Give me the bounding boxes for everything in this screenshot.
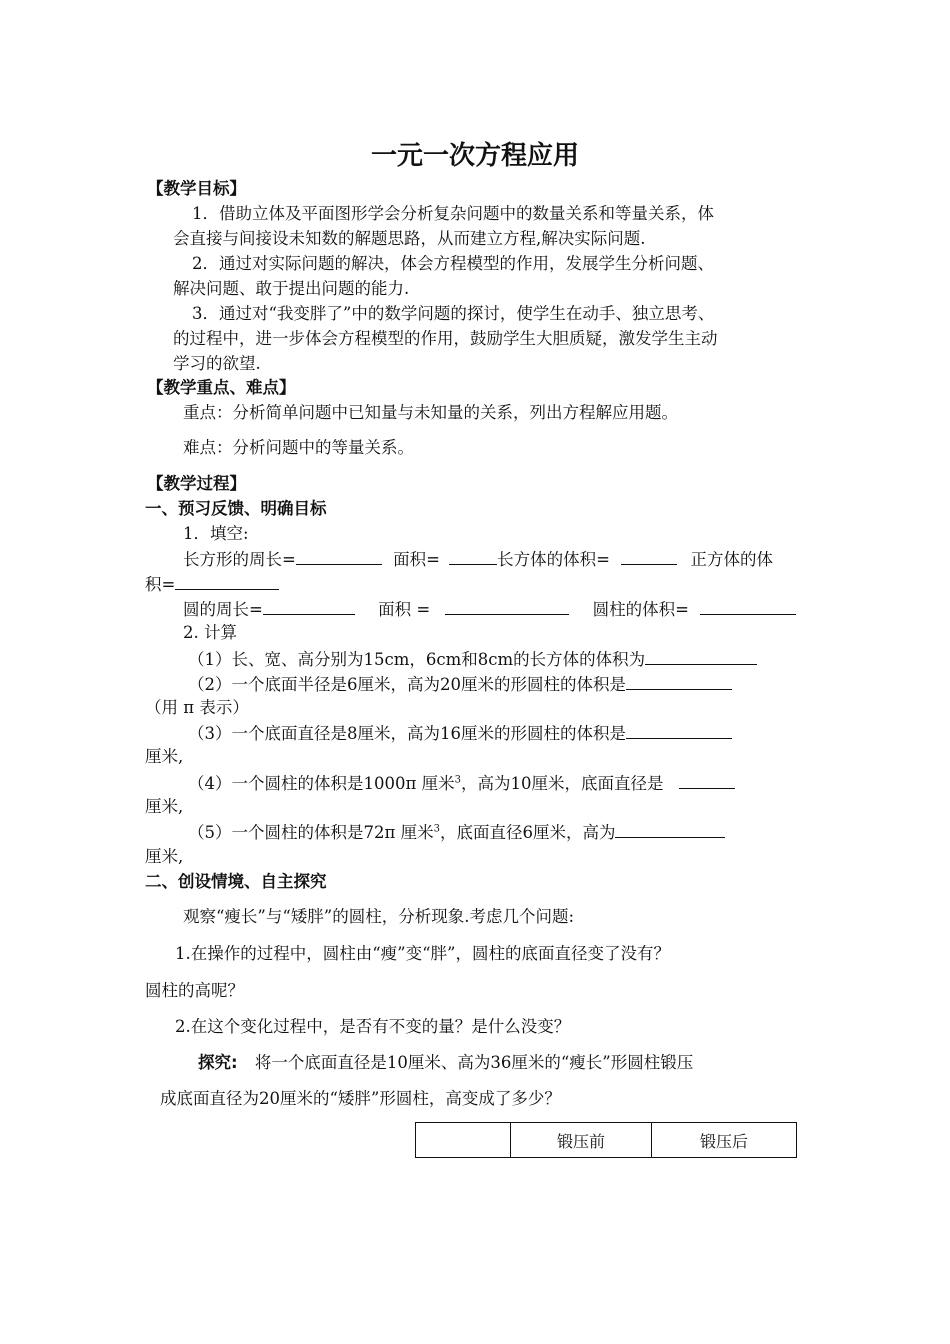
rect-perimeter-label: 长方形的周长= bbox=[183, 550, 296, 569]
explore-line-2: 成底面直径为20厘米的“矮胖”形圆柱，高变成了多少？ bbox=[160, 1089, 561, 1108]
fill-row-2 bbox=[183, 598, 796, 621]
goal-3-line-1: 3．通过对“我变胖了”中的数学问题的探讨，使学生在动手、独立思考、 bbox=[192, 304, 715, 323]
fill-label: 1．填空: bbox=[183, 524, 249, 543]
key-point: 重点：分析简单问题中已知量与未知量的关系，列出方程解应用题。 bbox=[183, 403, 678, 422]
goal-3-line-2: 的过程中，进一步体会方程模型的作用，鼓励学生大胆质疑，激发学生主动 bbox=[173, 329, 718, 348]
question-2: 2.在这个变化过程中，是否有不变的量？是什么没变？ bbox=[175, 1017, 571, 1036]
goal-1-line-2: 会直接与间接设未知数的解题思路，从而建立方程,解决实际问题. bbox=[173, 229, 646, 248]
calc-4-blank bbox=[679, 772, 735, 789]
calc-2-note: （用 π 表示） bbox=[145, 698, 249, 717]
cuboid-volume-label: 长方体的体积= bbox=[497, 550, 610, 569]
goals-heading: 【教学目标】 bbox=[147, 179, 246, 198]
circle-perimeter-blank bbox=[263, 598, 355, 615]
table-row bbox=[416, 1123, 797, 1158]
calc-5-blank bbox=[615, 821, 725, 838]
calc-4-text: （4）一个圆柱的体积是1000π 厘米 bbox=[188, 774, 455, 793]
cube-volume-label: 正方体的体 bbox=[690, 550, 773, 569]
calc-4-unit: 厘米, bbox=[145, 797, 184, 816]
goal-2-line-2: 解决问题、敢于提出问题的能力. bbox=[173, 279, 410, 298]
cylinder-volume-label: 圆柱的体积= bbox=[592, 600, 689, 619]
explore-text: 将一个底面直径是10厘米、高为36厘米的“瘦长”形圆柱锻压 bbox=[254, 1053, 694, 1072]
fill-row-1b bbox=[145, 573, 279, 596]
explore-line-1 bbox=[198, 1052, 693, 1074]
page-title: 一元一次方程应用 bbox=[370, 141, 579, 171]
calc-3-unit: 厘米, bbox=[145, 747, 184, 766]
circle-perimeter-label: 圆的周长= bbox=[183, 600, 263, 619]
question-1-line-2: 圆柱的高呢？ bbox=[145, 981, 244, 1000]
keypoints-heading: 【教学重点、难点】 bbox=[147, 378, 296, 397]
area-label: 面积= bbox=[393, 550, 440, 569]
difficulty: 难点：分析问题中的等量关系。 bbox=[183, 438, 414, 457]
calc-2 bbox=[188, 673, 732, 696]
calc-5-unit: 厘米, bbox=[145, 847, 184, 866]
calc-3 bbox=[188, 722, 732, 745]
question-1-line-1: 1.在操作的过程中，圆柱由“瘦”变“胖”，圆柱的底面直径变了没有？ bbox=[175, 944, 670, 963]
table-cell-empty bbox=[416, 1123, 511, 1158]
calc-5-text-cont: ，底面直径6厘米，高为 bbox=[439, 823, 616, 842]
calc-4 bbox=[188, 772, 735, 795]
cube-volume-label-cont: 积= bbox=[145, 575, 176, 594]
calc-1 bbox=[188, 648, 757, 671]
goal-1-line-1: 1．借助立体及平面图形学会分析复杂问题中的数量关系和等量关系，体 bbox=[192, 204, 714, 223]
rect-perimeter-blank bbox=[296, 548, 382, 565]
process-heading: 【教学过程】 bbox=[147, 474, 246, 493]
calc-3-blank bbox=[626, 722, 732, 739]
goal-3-line-3: 学习的欲望. bbox=[173, 354, 261, 373]
calc-5 bbox=[188, 821, 725, 844]
cube-volume-blank bbox=[175, 573, 279, 590]
calc-1-blank bbox=[645, 648, 757, 665]
calc-5-superscript: 3 bbox=[433, 823, 440, 835]
calc-2-text: （2）一个底面半径是6厘米，高为20厘米的形圆柱的体积是 bbox=[188, 675, 626, 694]
calc-5-text: （5）一个圆柱的体积是72π 厘米 bbox=[188, 823, 434, 842]
table-header-before: 锻压前 bbox=[511, 1123, 652, 1158]
calc-3-text: （3）一个底面直径是8厘米，高为16厘米的形圆柱的体积是 bbox=[188, 724, 626, 743]
calc-4-superscript: 3 bbox=[454, 774, 461, 786]
calc-2-blank bbox=[626, 673, 732, 690]
circle-area-blank bbox=[445, 598, 569, 615]
cylinder-volume-blank bbox=[700, 598, 796, 615]
cuboid-volume-blank bbox=[621, 548, 677, 565]
part-2-heading: 二、创设情境、自主探究 bbox=[145, 872, 327, 891]
explore-label: 探究: bbox=[198, 1053, 238, 1072]
table-header-after: 锻压后 bbox=[652, 1123, 797, 1158]
calc-4-text-cont: ，高为10厘米，底面直径是 bbox=[460, 774, 664, 793]
fill-row-1 bbox=[183, 548, 773, 571]
observe-text: 观察“瘦长”与“矮胖”的圆柱，分析现象.考虑几个问题: bbox=[183, 907, 575, 926]
calc-1-text: （1）长、宽、高分别为15cm，6cm和8cm的长方体的体积为 bbox=[188, 650, 646, 669]
forging-table bbox=[415, 1122, 797, 1158]
goal-2-line-1: 2．通过对实际问题的解决，体会方程模型的作用，发展学生分析问题、 bbox=[192, 254, 714, 273]
circle-area-label: 面积 = bbox=[378, 600, 431, 619]
area-blank bbox=[449, 548, 497, 565]
calc-label: 2. 计算 bbox=[183, 623, 237, 642]
part-1-heading: 一、预习反馈、明确目标 bbox=[145, 499, 327, 518]
